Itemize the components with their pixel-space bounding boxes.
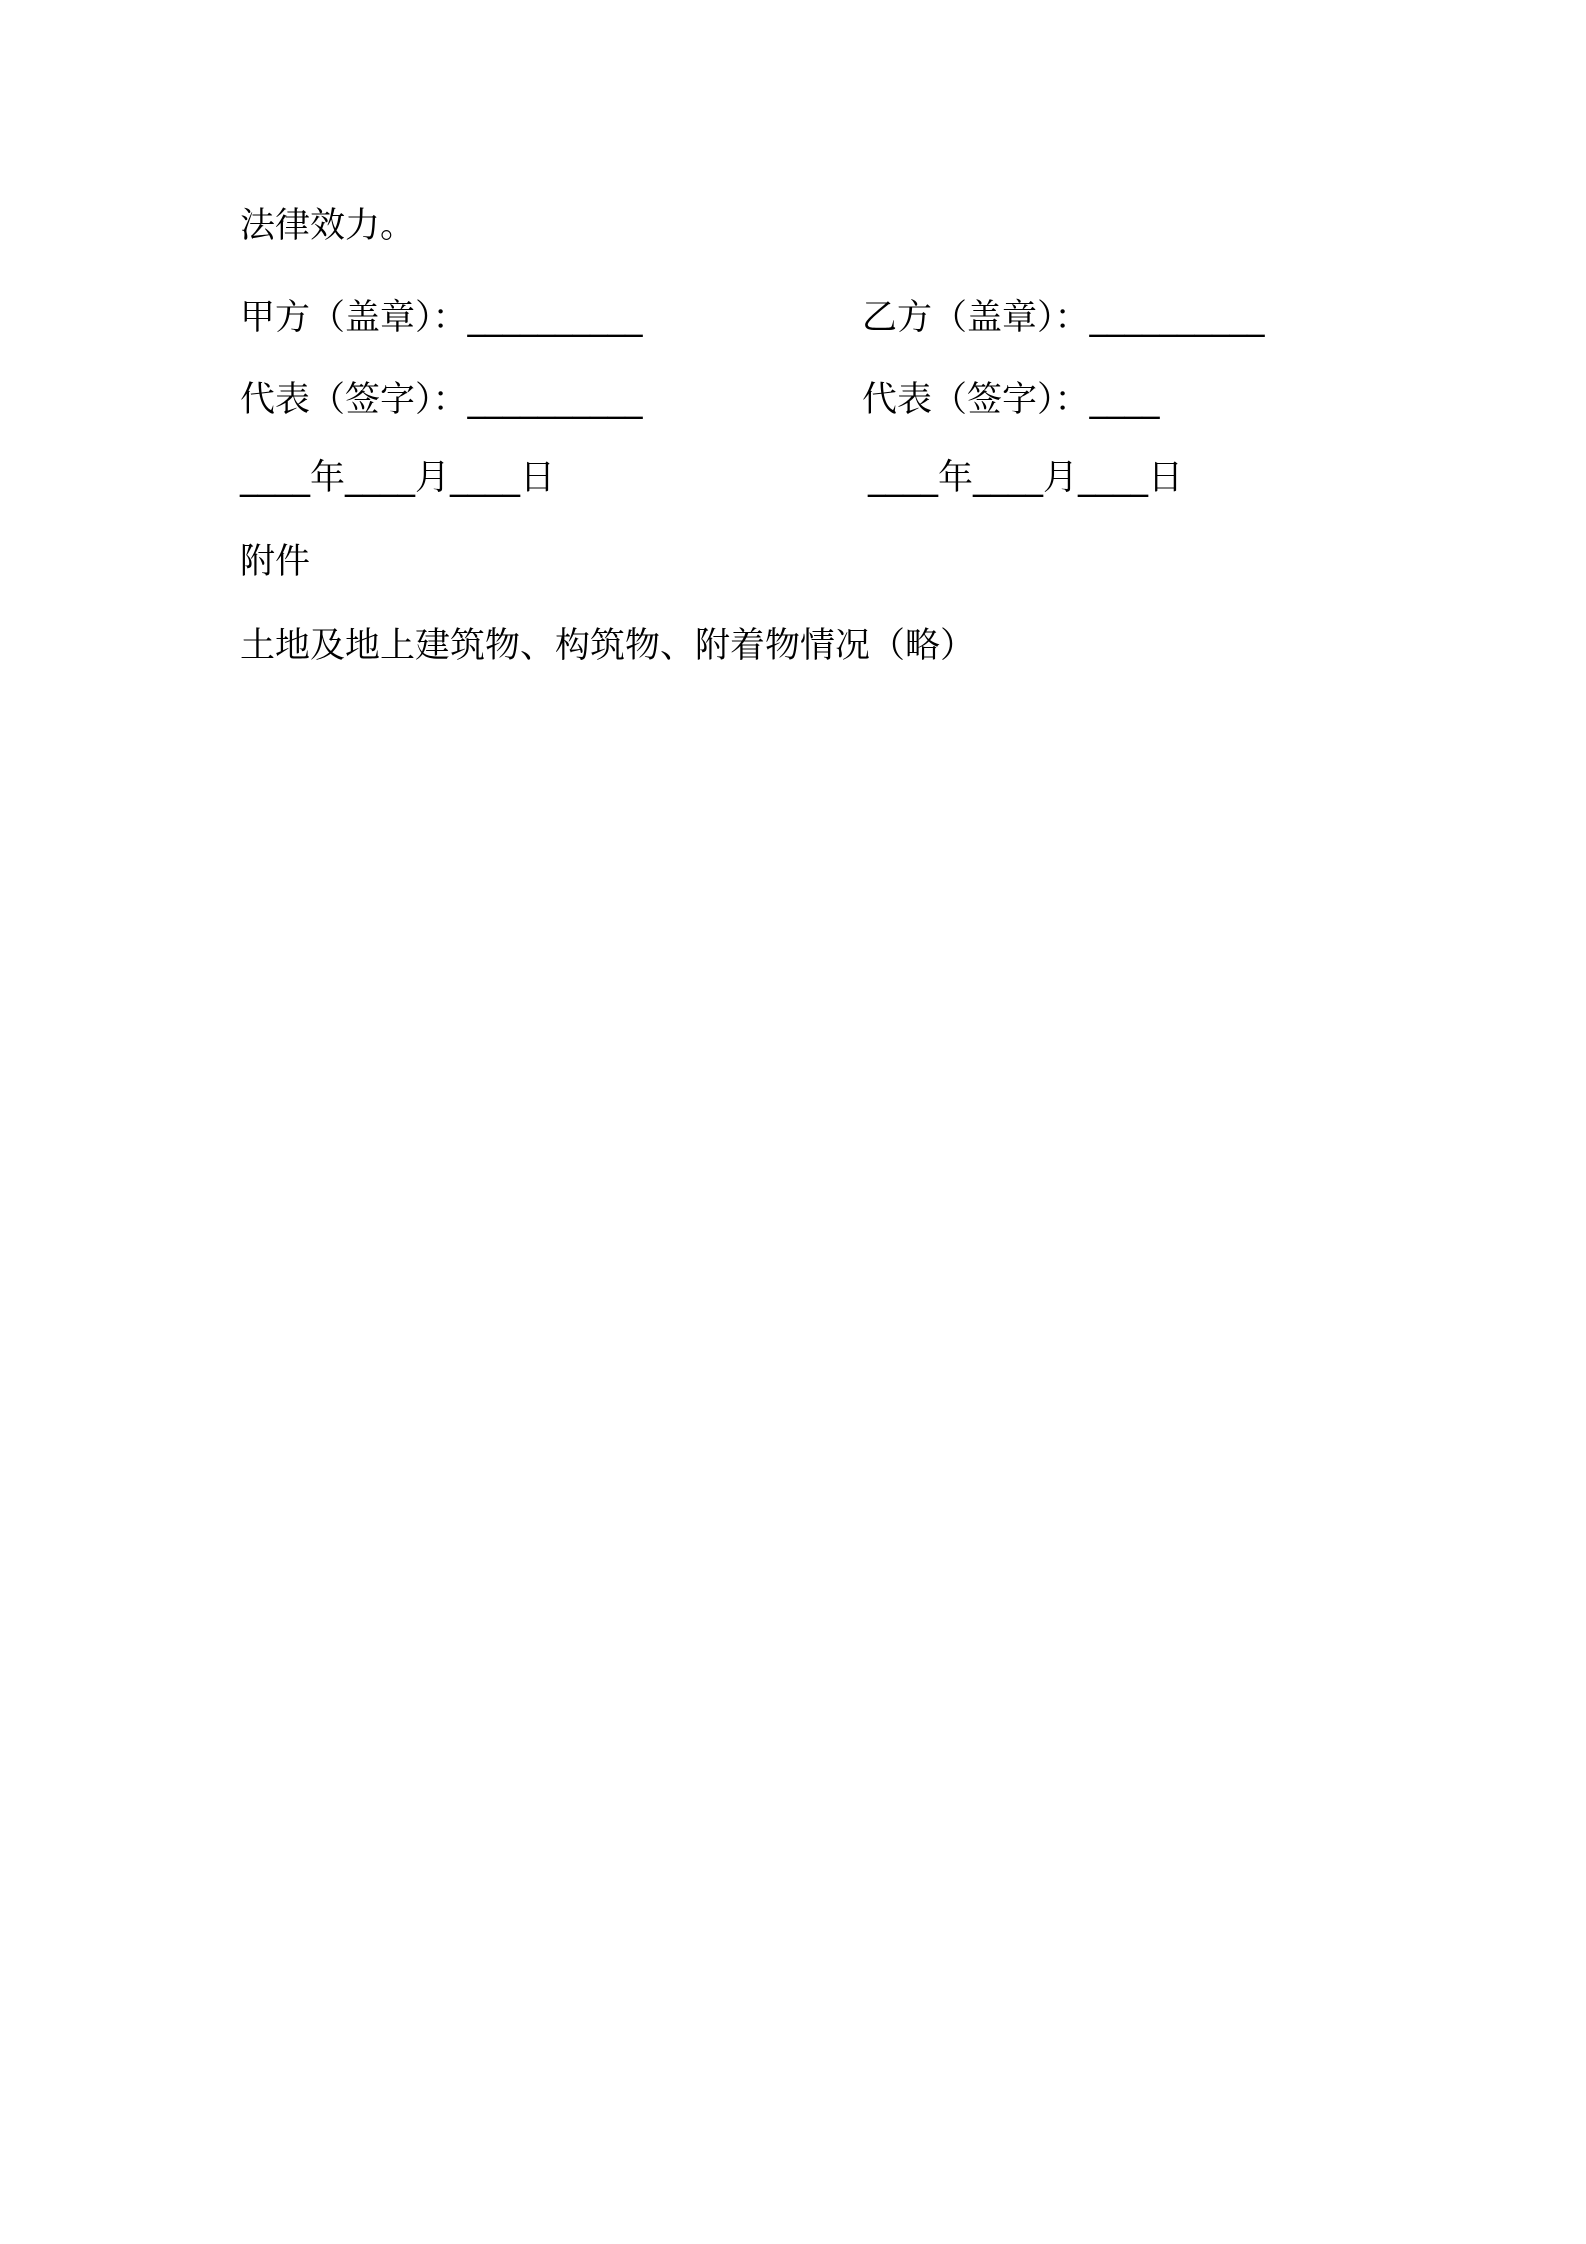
party-a-seal-line: 甲方（盖章）：__________ (240, 298, 643, 338)
continuation-text: 法律效力。 (240, 206, 416, 246)
party-a-representative-line: 代表（签字）：__________ (240, 380, 643, 420)
attachment-heading: 附件 (240, 542, 311, 582)
seal-row (0, 296, 1586, 340)
attachment-item: 土地及地上建筑物、构筑物、附着物情况（略） (240, 626, 976, 666)
party-a-date-line: ____年____月____日 (240, 458, 556, 498)
date-row (0, 456, 1586, 500)
party-b-seal-line: 乙方（盖章）：__________ (862, 298, 1265, 338)
party-b-date-line: ____年____月____日 (868, 458, 1184, 498)
party-b-representative-line: 代表（签字）：____ (862, 380, 1160, 420)
representative-row (0, 378, 1586, 422)
